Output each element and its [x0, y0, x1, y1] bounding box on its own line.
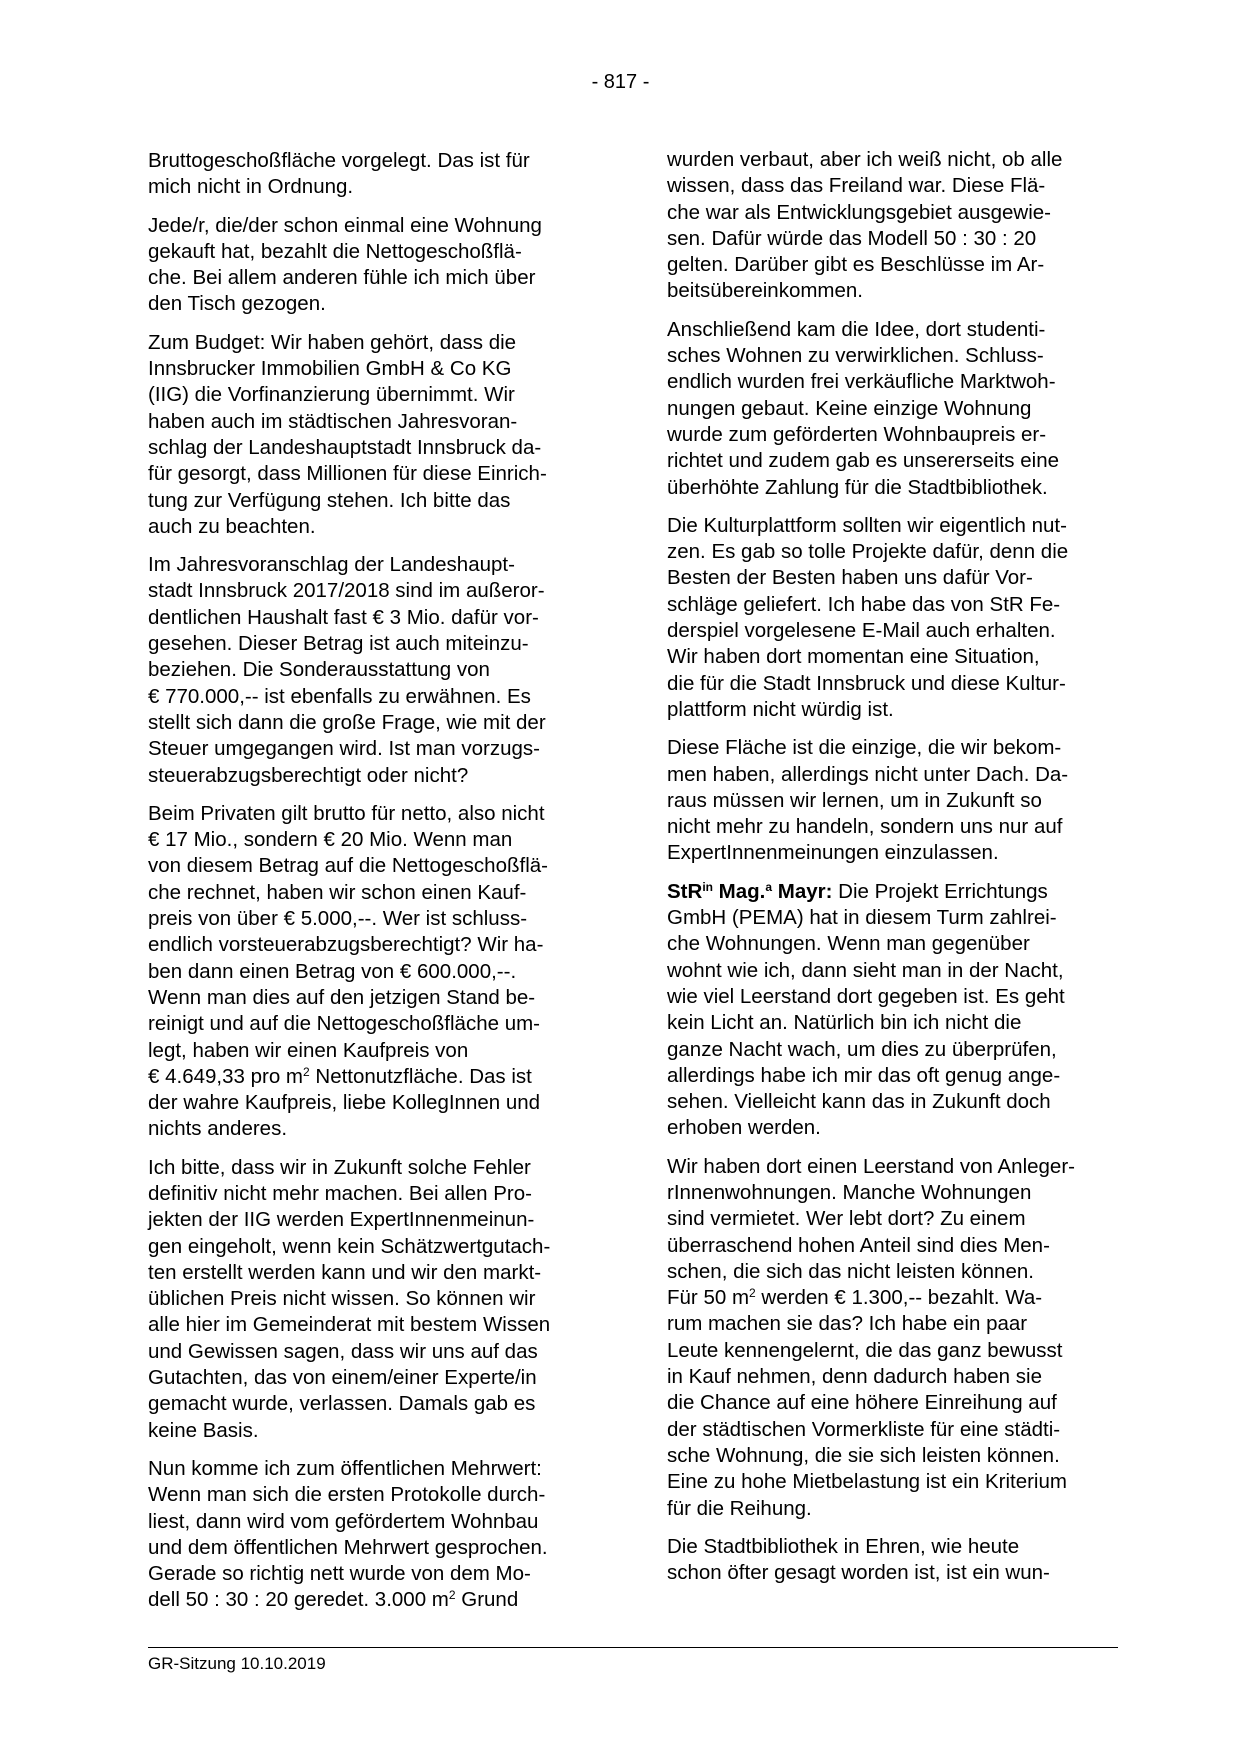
paragraph: wurden verbaut, aber ich weiß nicht, ob alle wissen, dass das Freiland war. Diese Flä- che war als Entwicklungsgebiet ausgewie- sen. Dafür würde das Modell 50 : 30 : 20 gelten. Darüber gibt es Beschlüsse im Ar- beitsübereinkommen.: [667, 148, 1063, 303]
paragraph-leerstand: Wir haben dort einen Leerstand von Anleger- rInnenwohnungen. Manche Wohnungen sind vermietet. Wer lebt dort? Zu einem überraschend hohen Anteil sind dies Men- schen, die sich das nicht leisten können. Für 50 $m^2$ werden € 1.300,-- bezahlt. Wa- rum machen sie das? Ich habe ein paar Leute kennengelernt, die das ganz bewusst in Kauf nehmen, denn dadurch haben sie die Chance auf eine höhere Einreihung auf der städtischen Vormerkliste für eine städti- sche Wohnung, die sie sich leisten können. Eine zu hohe Mietbelastung ist ein Kriterium für die Reihung.: [667, 1154, 1075, 1520]
paragraph: Zum Budget: Wir haben gehört, dass die Innsbrucker Immobilien GmbH & Co KG (IIG) die Vorfinanzierung übernimmt. Wir haben auch im städtischen Jahresvoran- schlag der Landeshauptstadt Innsbruck da- für gesorgt, dass Millionen für diese Einrich- tung zur Verfügung stehen. Ich bitte das auch zu beachten.: [148, 330, 547, 538]
paragraph: Anschließend kam die Idee, dort studenti- sches Wohnen zu verwirklichen. Schluss- endlich wurden frei verkäufliche Marktwoh- nungen gebaut. Keine einzige Wohnung wurde zum geförderten Wohnbaupreis er- richtet und zudem gab es unsererseits eine überhöhte Zahlung für die Stadtbibliothek.: [667, 317, 1060, 499]
left-column: [148, 148, 603, 1626]
footer-divider: [148, 1647, 1118, 1648]
paragraph-kaufpreis: Beim Privaten gilt brutto für netto, also nicht € 17 Mio., sondern € 20 Mio. Wenn man von diesem Betrag auf die Nettogeschoßflä- che rechnet, haben wir schon einen Kauf- preis von über € 5.000,--. Wer ist schluss- endlich vorsteuerabzugsberechtigt? Wir ha- ben dann einen Betrag von € 600.000,--. Wenn man dies auf den jetzigen Stand be- reinigt und auf die Nettogeschoßfläche um- legt, haben wir einen Kaufpreis von € 4.649,33 pro $m^2$ Nettonutzfläche. Das ist der wahre Kaufpreis, liebe KollegInnen und nichts anderes.: [148, 801, 548, 1141]
paragraph: Diese Fläche ist die einzige, die wir bekom- men haben, allerdings nicht unter Dach. Da- raus müssen wir lernen, um in Zukunft so nicht mehr zu handeln, sondern uns nur auf ExpertInnenmeinungen einzulassen.: [667, 736, 1069, 865]
paragraph: Bruttogeschoßfläche vorgelegt. Das ist für mich nicht in Ordnung.: [148, 149, 530, 199]
paragraph: Ich bitte, dass wir in Zukunft solche Fehler definitiv nicht mehr machen. Bei allen Pro- jekten der IIG werden ExpertInnenmeinun- gen eingeholt, wenn kein Schätzwertgutach- ten erstellt werden kann und wir den markt- üblichen Preis nicht wissen. So können wir alle hier im Gemeinderat mit bestem Wissen und Gewissen sagen, dass wir uns auf das Gutachten, das von einem/einer Experte/in gemacht wurde, verlassen. Damals gab es keine Basis.: [148, 1155, 551, 1442]
paragraph: Die Stadtbibliothek in Ehren, wie heute schon öfter gesagt worden ist, ist ein wun-: [667, 1534, 1050, 1585]
speaker-name: StR$^{in}$ Mag.$^a$ Mayr:: [667, 879, 833, 903]
paragraph: Die Kulturplattform sollten wir eigentlich nut- zen. Es gab so tolle Projekte dafür, denn die Besten der Besten haben uns dafür Vor- schläge geliefert. Ich habe das von StR Fe- derspiel vorgelesene E-Mail auch erhalten. Wir haben dort momentan eine Situation, die für die Stadt Innsbruck und diese Kultur- plattform nicht würdig ist.: [667, 513, 1069, 721]
paragraph-mehrwert: Nun komme ich zum öffentlichen Mehrwert: Wenn man sich die ersten Protokolle durch- liest, dann wird vom gefördertem Wohnbau und dem öffentlichen Mehrwert gesprochen. Gerade so richtig nett wurde von dem Mo- dell 50 : 30 : 20 geredet. 3.000 $m^2$ Grund: [148, 1456, 548, 1612]
right-column: [667, 147, 1122, 1598]
paragraph: Jede/r, die/der schon einmal eine Wohnung gekauft hat, bezahlt die Nettogeschoßflä- che. Bei allem anderen fühle ich mich über den Tisch gezogen.: [148, 213, 542, 316]
paragraph: Im Jahresvoranschlag der Landeshaupt- stadt Innsbruck 2017/2018 sind im außeror- dentlichen Haushalt fast € 3 Mio. dafür vor- gesehen. Dieser Betrag ist auch miteinzu- beziehen. Die Sonderausstattung von € 770.000,-- ist ebenfalls zu erwähnen. Es stellt sich dann die große Frage, wie mit der Steuer umgegangen wird. Ist man vorzugs- steuerabzugsberechtigt oder nicht?: [148, 553, 546, 787]
footer-text: GR-Sitzung 10.10.2019: [148, 1654, 326, 1673]
page-number: - 817 -: [591, 71, 650, 93]
speaker-paragraph: StR$^{in}$ Mag.$^a$ Mayr: Die Projekt Errichtungs GmbH (PEMA) hat in diesem Turm zahlrei- che Wohnungen. Wenn man gegenüber wohnt wie ich, dann sieht man in der Nacht, wie viel Leerstand dort gegeben ist. Es geht kein Licht an. Natürlich bin ich nicht die ganze Nacht wach, um dies zu überprüfen, allerdings habe ich mir das oft genug ange- sehen. Vielleicht kann das in Zukunft doch erhoben werden.: [667, 879, 1065, 1140]
